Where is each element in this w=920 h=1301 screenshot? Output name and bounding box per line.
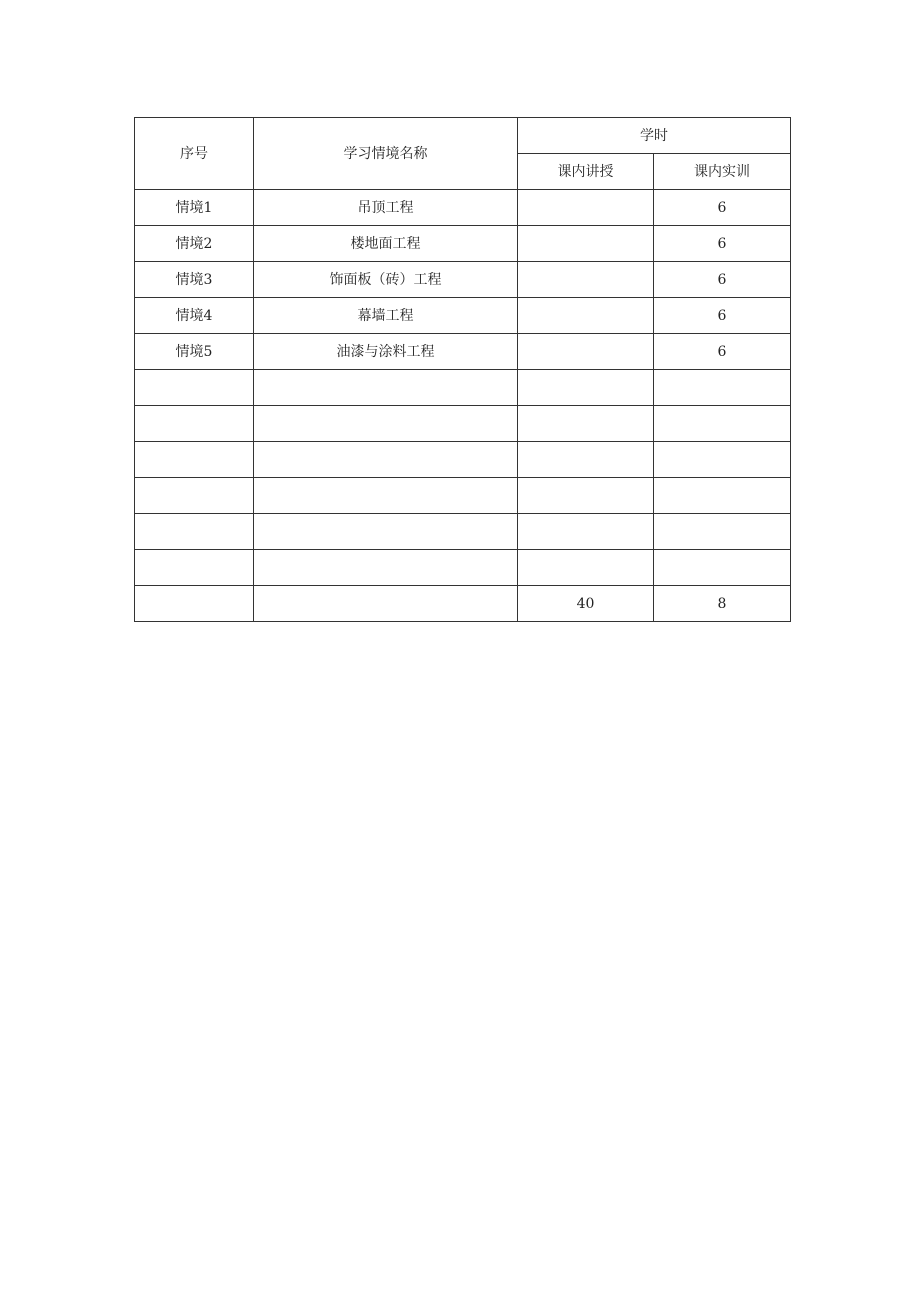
cell-training [654, 514, 791, 550]
table-row [135, 442, 791, 478]
table-row [135, 550, 791, 586]
cell-seq [135, 514, 254, 550]
table-row [135, 334, 791, 370]
table-row [135, 514, 791, 550]
cell-lecture [518, 478, 654, 514]
cell-name [254, 586, 518, 622]
cell-lecture-total: 40 [518, 586, 654, 622]
cell-lecture [518, 334, 654, 370]
cell-training-total: 8 [654, 586, 791, 622]
cell-name: 吊顶工程 [254, 190, 518, 226]
cell-name [254, 370, 518, 406]
cell-seq [135, 586, 254, 622]
table-row [135, 190, 791, 226]
cell-training [654, 406, 791, 442]
table-row-total [135, 586, 791, 622]
table-row [135, 406, 791, 442]
header-row-1 [135, 118, 791, 154]
header-lecture: 课内讲授 [518, 154, 654, 190]
cell-name [254, 550, 518, 586]
cell-seq: 情境4 [135, 298, 254, 334]
cell-lecture [518, 262, 654, 298]
cell-lecture [518, 226, 654, 262]
cell-seq [135, 406, 254, 442]
cell-seq: 情境1 [135, 190, 254, 226]
cell-training: 6 [654, 226, 791, 262]
cell-training: 6 [654, 298, 791, 334]
cell-lecture [518, 406, 654, 442]
cell-training [654, 370, 791, 406]
header-seq: 序号 [135, 118, 254, 190]
cell-lecture [518, 550, 654, 586]
cell-name: 油漆与涂料工程 [254, 334, 518, 370]
header-hours: 学时 [518, 118, 791, 154]
table-row [135, 370, 791, 406]
header-training: 课内实训 [654, 154, 791, 190]
cell-lecture [518, 370, 654, 406]
header-name: 学习情境名称 [254, 118, 518, 190]
teaching-hours-table [134, 117, 791, 622]
cell-name [254, 442, 518, 478]
cell-name [254, 478, 518, 514]
cell-name: 楼地面工程 [254, 226, 518, 262]
cell-training: 6 [654, 262, 791, 298]
cell-seq [135, 550, 254, 586]
cell-seq [135, 370, 254, 406]
cell-seq [135, 478, 254, 514]
cell-name [254, 406, 518, 442]
cell-lecture [518, 514, 654, 550]
cell-seq: 情境3 [135, 262, 254, 298]
cell-seq: 情境5 [135, 334, 254, 370]
cell-training [654, 442, 791, 478]
cell-name: 幕墙工程 [254, 298, 518, 334]
table-body [135, 118, 791, 622]
cell-name [254, 514, 518, 550]
cell-lecture [518, 298, 654, 334]
cell-training [654, 478, 791, 514]
cell-lecture [518, 442, 654, 478]
cell-training: 6 [654, 190, 791, 226]
table-row [135, 262, 791, 298]
table-row [135, 478, 791, 514]
cell-training: 6 [654, 334, 791, 370]
cell-name: 饰面板（砖）工程 [254, 262, 518, 298]
cell-lecture [518, 190, 654, 226]
cell-seq [135, 442, 254, 478]
table-row [135, 298, 791, 334]
table-row [135, 226, 791, 262]
cell-seq: 情境2 [135, 226, 254, 262]
cell-training [654, 550, 791, 586]
